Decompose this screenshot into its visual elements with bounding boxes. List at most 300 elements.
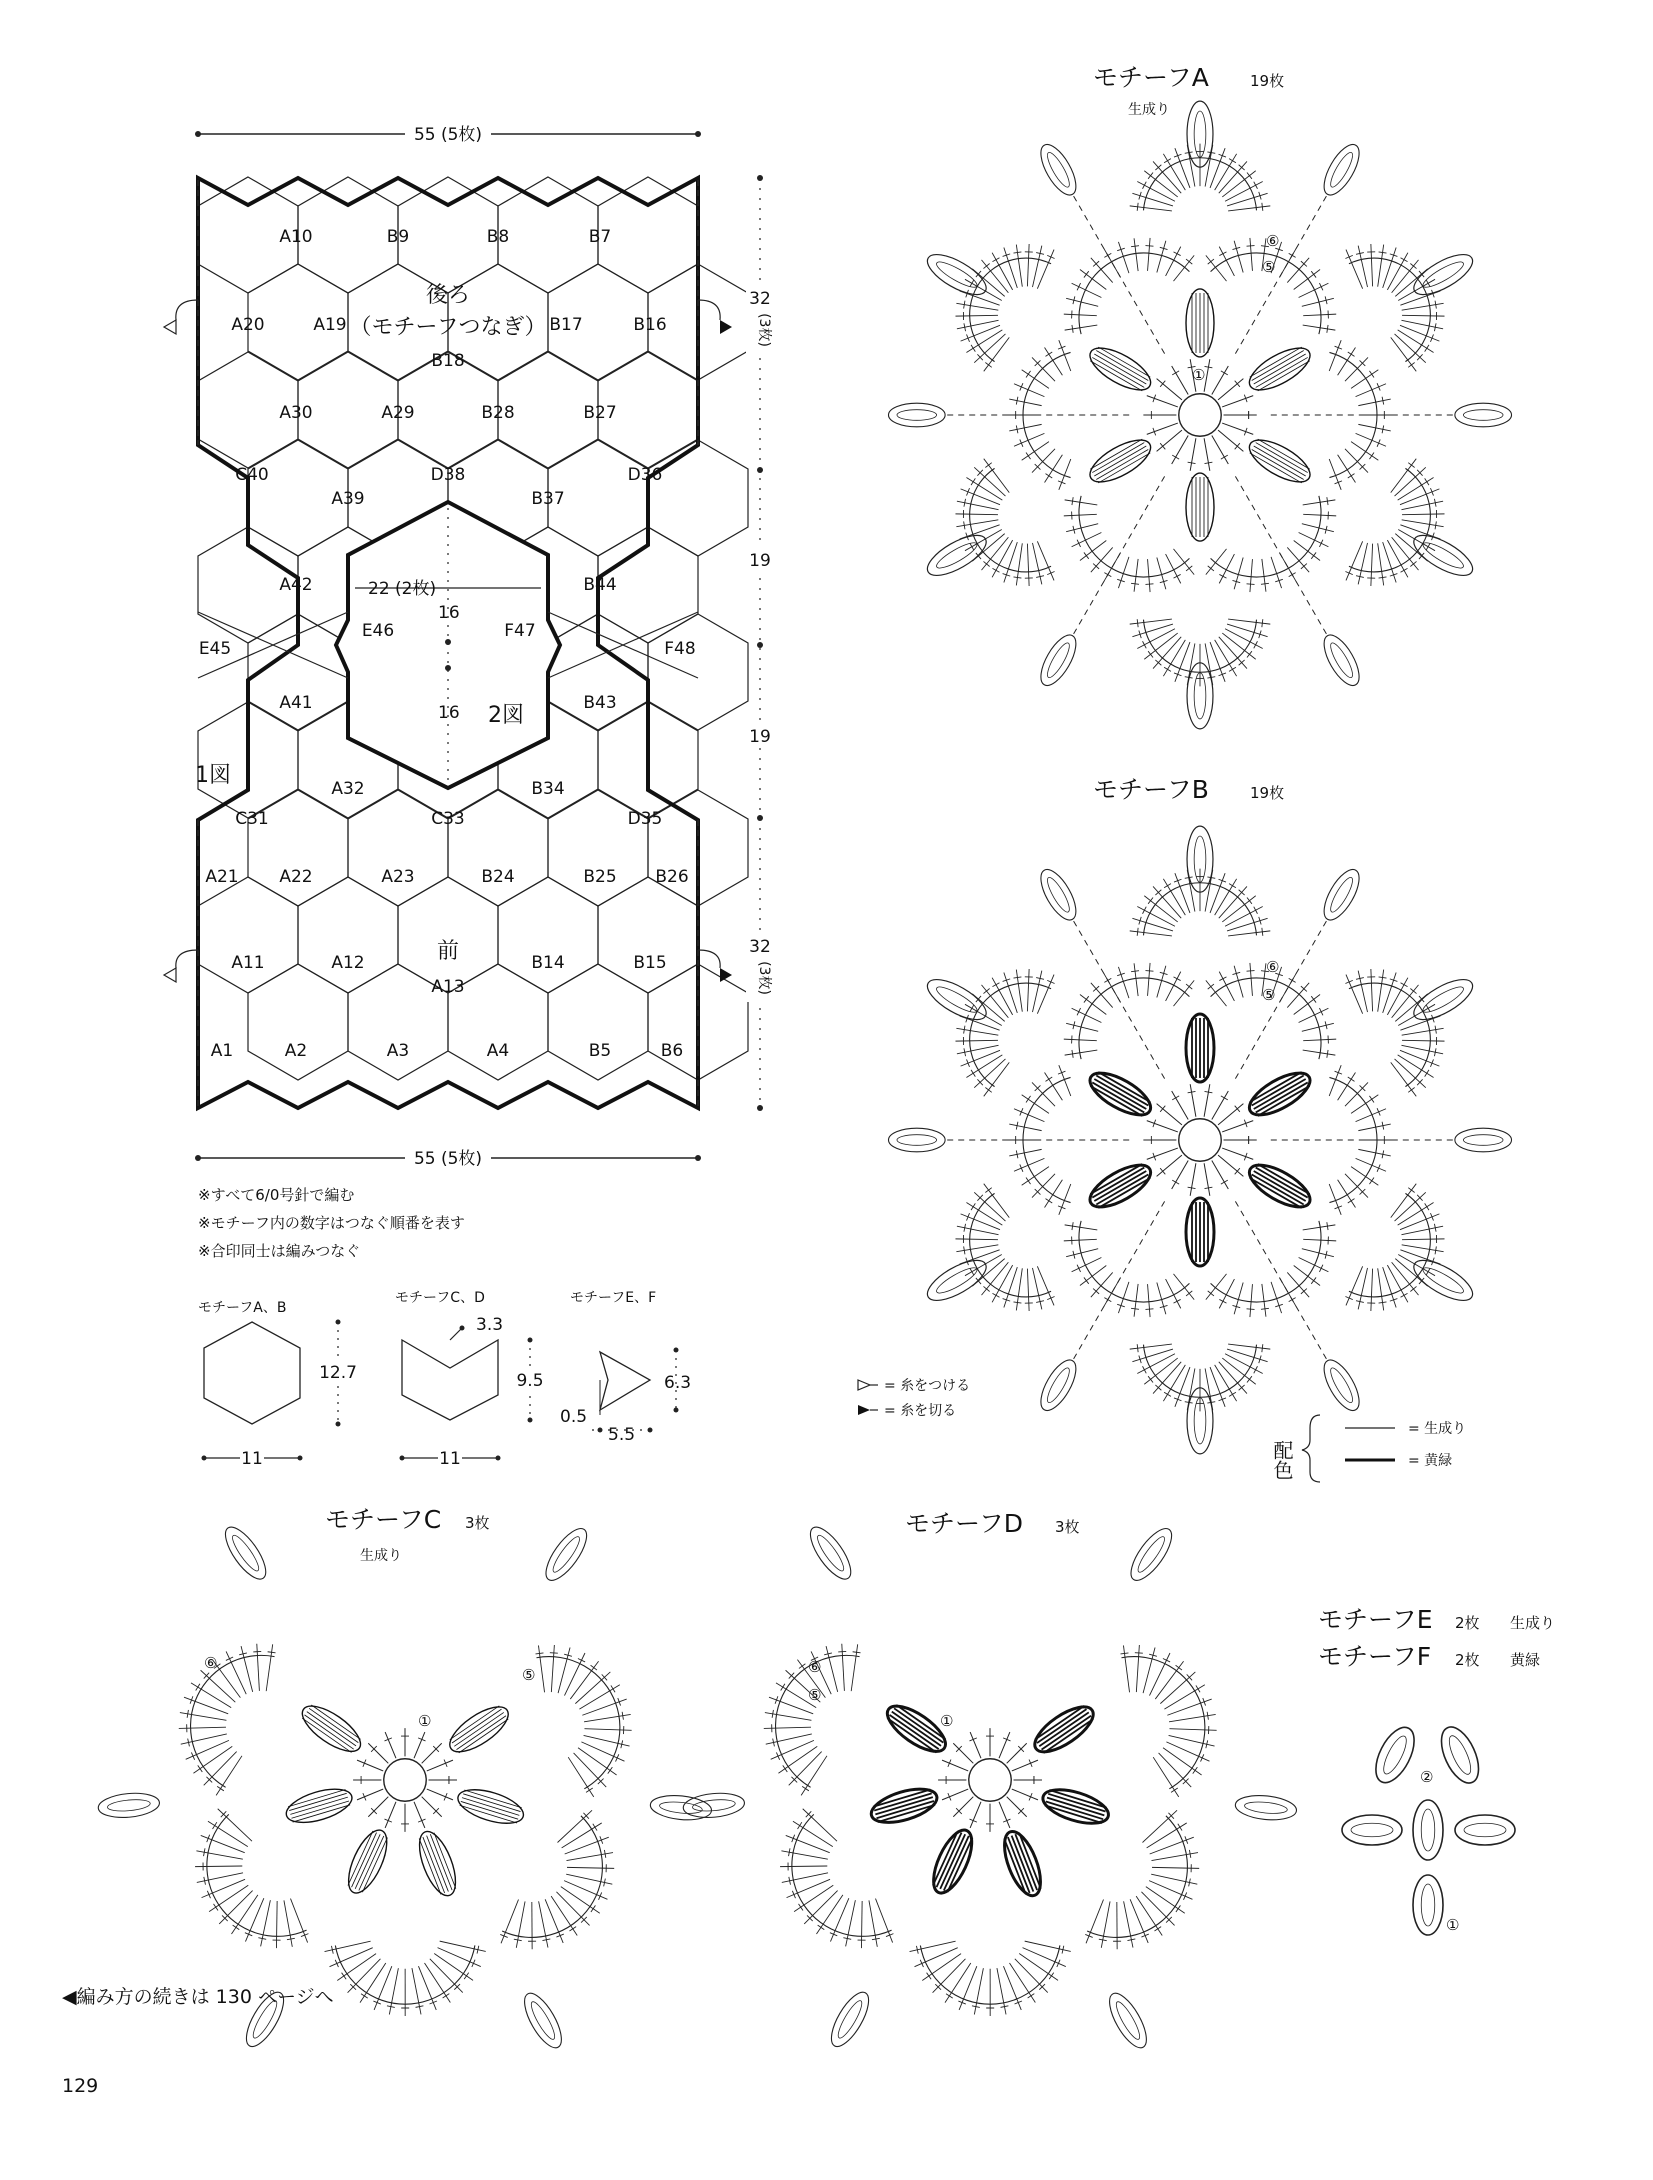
stitch <box>184 1697 228 1714</box>
stitch-crossbar <box>1176 1665 1182 1670</box>
stitch <box>257 1644 260 1691</box>
stitch <box>582 1699 626 1715</box>
stitch <box>216 1756 242 1796</box>
stitch <box>1206 549 1227 575</box>
picot-leaf-inner <box>1351 1823 1393 1837</box>
stitch-crossbar <box>1247 1376 1252 1382</box>
stitch <box>1378 543 1384 585</box>
motif-ef-chart <box>1342 1721 1515 1935</box>
stitch-crossbar <box>1196 1685 1200 1692</box>
stitch <box>970 1732 981 1758</box>
stitch-crossbar <box>1186 1291 1192 1296</box>
stitch <box>1015 1959 1048 1993</box>
stitch-crossbar <box>1084 996 1089 1002</box>
stitch-crossbar <box>1311 271 1316 277</box>
stitch <box>1169 1729 1216 1731</box>
stitch-crossbar <box>1013 977 1021 978</box>
stitch-crossbar <box>1186 984 1192 989</box>
stitch <box>764 1727 811 1728</box>
stitch <box>1064 1039 1097 1041</box>
chain-arc <box>1079 1221 1189 1302</box>
stitch <box>1009 424 1041 431</box>
dim-bottom-count: (3枚) <box>756 961 772 995</box>
chain-arc <box>1349 983 1430 1087</box>
picot-leaf <box>1317 630 1366 691</box>
chain-arc <box>970 1193 1051 1297</box>
chain-arc <box>1079 253 1189 334</box>
stitch-crossbar <box>1229 667 1236 671</box>
stitch-crossbar <box>1426 543 1430 550</box>
stitch-crossbar <box>1435 1026 1436 1034</box>
stitch <box>430 1959 463 1993</box>
hex-cell <box>598 177 698 293</box>
stitch <box>1147 396 1178 407</box>
chain-arc <box>1211 496 1321 577</box>
stitch <box>956 520 998 527</box>
stitch <box>1080 995 1106 1015</box>
stitch-crossbar <box>1410 1286 1416 1291</box>
stitch <box>1358 424 1390 431</box>
center-ring <box>1179 1119 1221 1161</box>
stitch-crossbar <box>550 1653 558 1654</box>
stitch-crossbar <box>1131 246 1139 247</box>
stitch <box>1147 1148 1178 1159</box>
stitch-crossbar <box>1046 1077 1053 1081</box>
back-subtitle: （モチーフつなぎ） <box>349 315 547 340</box>
stitch <box>1157 1155 1182 1176</box>
stitch <box>1190 438 1196 471</box>
stitch-crossbar <box>226 1657 233 1660</box>
stitch-crossbar <box>1164 667 1171 671</box>
size-schematics <box>198 1290 691 1469</box>
picot-leaf-inner <box>1044 1365 1073 1405</box>
picot-leaf <box>922 247 992 303</box>
stitch-crossbar <box>1072 1222 1073 1230</box>
stitch-crossbar <box>985 463 991 468</box>
stitch-crossbar <box>1163 1658 1170 1661</box>
cell-label-a21: A21 <box>205 867 239 887</box>
stitch-crossbar <box>964 1026 965 1034</box>
stitch-crossbar <box>1425 1070 1429 1077</box>
stitch-crossbar <box>1348 1077 1355 1081</box>
stitch-crossbar <box>1145 971 1153 972</box>
stitch <box>1378 970 1384 1012</box>
stitch <box>1190 1084 1196 1117</box>
stitch-crossbar <box>927 1973 932 1980</box>
stitch <box>1147 1121 1178 1132</box>
inner-petal-stitch <box>427 1836 449 1892</box>
inner-petal-stitch <box>1250 347 1302 377</box>
stitch <box>961 1214 1000 1230</box>
stitch-crossbar <box>1131 583 1139 584</box>
stitch-crossbar <box>1369 452 1374 459</box>
picot-leaf <box>1034 1355 1083 1416</box>
stitch <box>1072 1257 1102 1271</box>
stitch-crossbar <box>1186 566 1192 571</box>
stitch <box>1402 315 1444 316</box>
center-ring <box>1179 394 1221 436</box>
picot-leaf-inner <box>692 1798 736 1813</box>
stitch <box>1356 384 1386 397</box>
hex-cell <box>398 877 498 993</box>
stitch <box>201 1670 236 1702</box>
stitch <box>1072 1008 1102 1022</box>
inner-petal-stitch <box>419 1839 441 1895</box>
legend <box>858 1378 1466 1482</box>
stitch <box>584 1714 631 1721</box>
picot-leaf-inner <box>1044 150 1073 190</box>
stitch <box>959 1966 977 2010</box>
stitch <box>1387 253 1407 290</box>
stitch <box>1132 193 1173 206</box>
motif-d-chart <box>682 1521 1297 2053</box>
stitch-crossbar <box>818 1925 825 1929</box>
stitch <box>1004 1267 1017 1307</box>
cell-label-d38: D38 <box>430 465 466 485</box>
stitch <box>1338 1180 1356 1208</box>
cell-label-a2: A2 <box>284 1041 308 1061</box>
stitch-crossbar <box>1348 352 1355 356</box>
stitch-crossbar <box>1311 1277 1316 1283</box>
stitch <box>1383 542 1396 582</box>
stitch <box>1167 1699 1211 1715</box>
stitch <box>1157 379 1182 400</box>
note-2: ※モチーフ内の数字はつなぐ順番を表す <box>198 1214 465 1232</box>
stitch-crossbar <box>1145 246 1153 247</box>
picot-leaf <box>1408 972 1478 1028</box>
stitch <box>1166 554 1181 583</box>
stitch-crossbar <box>1426 1268 1430 1275</box>
stitch <box>1159 1753 1192 1787</box>
stitch-crossbar <box>1137 203 1138 211</box>
stitch <box>1137 1354 1175 1374</box>
cell-label-a10: A10 <box>279 227 313 247</box>
stitch <box>1299 1257 1329 1271</box>
stitch <box>957 320 999 328</box>
stitch-crossbar <box>1379 577 1387 578</box>
stitch <box>1003 1966 1021 2010</box>
motif-f-color: 黄緑 <box>1510 1651 1541 1669</box>
stitch <box>1009 399 1041 406</box>
hex-cell <box>548 964 648 1080</box>
stitch <box>1210 642 1225 682</box>
stitch-crossbar <box>1208 259 1214 264</box>
stitch-crossbar <box>1262 928 1263 936</box>
stitch <box>565 1837 609 1854</box>
stitch-crossbar <box>1369 371 1374 378</box>
marker-ef-1: ① <box>1446 1916 1460 1934</box>
stitch <box>953 1743 973 1763</box>
hex-cell <box>348 790 448 906</box>
stitch-crossbar <box>1072 1050 1073 1058</box>
stitch <box>1147 423 1178 434</box>
stitch <box>1227 918 1268 931</box>
stitch <box>1045 455 1063 483</box>
hex-cell <box>298 177 398 293</box>
motif-b-chart <box>888 826 1511 1454</box>
stitch <box>1299 1008 1329 1022</box>
stitch-crossbar <box>1131 1308 1139 1309</box>
stitch <box>1303 314 1336 316</box>
size-cd-height: 9.5 <box>516 1371 544 1391</box>
stitch <box>999 1802 1010 1828</box>
stitch <box>1338 455 1356 483</box>
stitch-crossbar <box>971 1203 975 1210</box>
picot-leaf-inner <box>934 258 980 291</box>
stitch-crossbar <box>1131 971 1139 972</box>
hex-cell <box>548 790 648 906</box>
stitch <box>1287 258 1309 283</box>
stitch <box>201 1835 245 1852</box>
stitch <box>1016 543 1022 585</box>
picot-leaf <box>1234 1793 1297 1823</box>
picot-leaf-inner <box>1420 258 1466 291</box>
chain-arc <box>1087 1816 1187 1938</box>
stitch-crossbar <box>1121 1653 1129 1654</box>
stitch <box>965 529 1002 550</box>
stitch <box>1210 148 1225 188</box>
stitch-crossbar <box>536 1653 544 1654</box>
inner-petal-stitch <box>1098 1178 1150 1208</box>
stitch-crossbar <box>1254 1366 1258 1373</box>
stitch-crossbar <box>1426 1005 1430 1012</box>
page-number: 129 <box>62 2075 99 2097</box>
stitch-crossbar <box>1135 1653 1143 1654</box>
stitch <box>1225 181 1263 201</box>
stitch-crossbar <box>1013 577 1021 578</box>
stitch <box>1378 1268 1384 1310</box>
picot-leaf <box>1317 864 1366 925</box>
stitch <box>961 325 1000 341</box>
stitch-crossbar <box>1327 325 1328 333</box>
cell-label-b6: B6 <box>660 1041 684 1061</box>
inner-petal-stitch <box>1254 354 1306 384</box>
inner-petal-stitch <box>1254 1171 1306 1201</box>
stitch-crossbar <box>1148 898 1153 904</box>
stitch <box>1164 1685 1204 1709</box>
stitch <box>1152 1867 1199 1868</box>
cell-label-a41: A41 <box>279 693 313 713</box>
stitch-crossbar <box>1247 971 1255 972</box>
marker-d-6: ⑥ <box>808 1658 822 1676</box>
stitch <box>195 1866 242 1867</box>
stitch-crossbar <box>1435 1246 1436 1254</box>
stitch <box>1173 1274 1194 1300</box>
back-title: 後ろ <box>425 283 471 308</box>
stitch <box>427 1789 453 1800</box>
picot-leaf-inner <box>934 983 980 1016</box>
cell-label-b44: B44 <box>583 575 617 595</box>
stitch-crossbar <box>1379 977 1387 978</box>
picot-leaf <box>1102 1988 1153 2053</box>
stitch <box>1166 1279 1181 1308</box>
stitch <box>957 501 999 509</box>
picot-leaf <box>1408 247 1478 303</box>
stitch <box>955 1040 997 1041</box>
stitch <box>1210 873 1225 913</box>
inner-petal-stitch <box>1090 361 1142 391</box>
stitch <box>1123 1645 1129 1692</box>
stitch-crossbar <box>1046 474 1053 478</box>
picot-leaf-inner <box>528 1999 559 2042</box>
stitch-crossbar <box>1426 280 1430 287</box>
stitch <box>1004 973 1017 1013</box>
stitch <box>957 1045 999 1053</box>
marker-a-6: ⑥ <box>1266 232 1280 250</box>
stitch <box>1215 640 1237 676</box>
stitch-crossbar <box>1319 540 1322 547</box>
legend-thick: = 黄緑 <box>1408 1453 1453 1469</box>
stitch-crossbar <box>853 1652 861 1653</box>
stitch <box>1294 1266 1320 1286</box>
motif-a-title: モチーフA <box>1093 63 1209 92</box>
inner-petal-stitch <box>1250 453 1302 483</box>
neck-height-2: 16 <box>438 703 460 723</box>
stitch <box>1401 501 1443 509</box>
stitch <box>1022 1167 1049 1186</box>
dim-top-count: (3枚) <box>756 313 772 347</box>
cell-label-b7: B7 <box>588 227 612 247</box>
stitch-crossbar <box>1221 1096 1228 1100</box>
picot-leaf <box>824 1987 875 2052</box>
stitch <box>1219 1279 1234 1308</box>
stitch <box>1228 206 1270 211</box>
stitch-crossbar <box>1049 1973 1054 1980</box>
stitch-crossbar <box>1077 1265 1080 1272</box>
stitch <box>787 1879 830 1897</box>
stitch-crossbar <box>1408 463 1414 468</box>
picot-leaf <box>218 1521 273 1585</box>
inner-petal-stitch <box>434 1833 456 1889</box>
stitch <box>1137 906 1175 926</box>
stitch <box>780 1866 827 1867</box>
stitch <box>1218 1155 1243 1176</box>
cell-label-a42: A42 <box>279 575 313 595</box>
stitch <box>765 1713 812 1721</box>
stitch-crossbar <box>1408 363 1414 368</box>
cell-label-b25: B25 <box>583 867 617 887</box>
stitch <box>953 1797 973 1817</box>
note-1: ※すべて6/0号針で編む <box>198 1186 355 1204</box>
stitch <box>1215 879 1237 915</box>
marker-b-5: ⑤ <box>1262 986 1276 1004</box>
motif-e-title: モチーフE <box>1318 1605 1433 1634</box>
stitch <box>1402 1028 1444 1035</box>
stitch <box>368 1743 388 1763</box>
marker-a-5: ⑤ <box>1262 258 1276 276</box>
stitch <box>1371 544 1373 586</box>
stitch <box>1358 399 1390 406</box>
stitch <box>1351 370 1378 389</box>
stitch <box>1351 1095 1378 1114</box>
stitch <box>1228 1344 1270 1349</box>
stitch <box>1219 247 1234 276</box>
size-cd-notch: 3.3 <box>476 1315 504 1335</box>
stitch-crossbar <box>1247 898 1252 904</box>
stitch-crossbar <box>971 478 975 485</box>
picot-leaf-inner <box>1379 1733 1410 1777</box>
cell-label-b26: B26 <box>655 867 689 887</box>
stitch-crossbar <box>198 1765 203 1772</box>
picot-leaf-inner <box>1113 1999 1144 2042</box>
inner-petal-stitch <box>1098 453 1150 483</box>
stitch-crossbar <box>1084 1277 1089 1283</box>
chain-arc <box>1079 978 1189 1059</box>
cell-label-b16: B16 <box>633 315 667 335</box>
stitch <box>1173 980 1194 1006</box>
stitch-crossbar <box>1201 1754 1204 1761</box>
stitch <box>1045 347 1063 375</box>
stitch <box>1148 963 1151 996</box>
stitch-crossbar <box>1178 1824 1182 1831</box>
stitch <box>1303 1050 1336 1055</box>
stitch <box>1155 1661 1183 1699</box>
stitch-crossbar <box>1026 452 1031 459</box>
inner-petal-stitch <box>1044 1719 1094 1753</box>
stitch <box>1398 1254 1435 1275</box>
stitch <box>1175 1367 1190 1407</box>
stitch <box>1163 154 1185 190</box>
stitch <box>1132 1349 1173 1362</box>
stitch <box>1299 283 1329 297</box>
stitch-crossbar <box>964 521 965 529</box>
picot-leaf-inner <box>1327 875 1356 915</box>
stitch <box>1378 245 1384 287</box>
hex-cell <box>248 964 348 1080</box>
stitch-crossbar <box>985 363 991 368</box>
stitch <box>1222 1121 1253 1132</box>
stitch <box>414 1732 425 1758</box>
stitch <box>1402 303 1444 310</box>
cell-label-c40: C40 <box>235 465 269 485</box>
motif-a-chart <box>888 101 1511 729</box>
stitch <box>1400 325 1439 341</box>
stitch-crossbar <box>233 1925 240 1929</box>
chain-arc <box>1079 496 1189 577</box>
stitch-crossbar <box>213 1822 217 1829</box>
stitch-crossbar <box>593 1824 597 1831</box>
stitch <box>385 1802 396 1828</box>
stitch-crossbar <box>1254 907 1258 914</box>
cell-label-a3: A3 <box>386 1041 410 1061</box>
stitch-crossbar <box>191 1752 194 1759</box>
stitch-crossbar <box>1348 1199 1355 1203</box>
stitch-crossbar <box>1174 252 1181 256</box>
dim-bottom: 32 <box>749 937 771 957</box>
stitch-crossbar <box>1137 619 1138 627</box>
stitch <box>1137 181 1175 201</box>
stitch <box>1172 435 1189 464</box>
stitch <box>1218 430 1243 451</box>
stitch <box>1175 873 1190 913</box>
picot-leaf <box>1317 139 1366 200</box>
stitch <box>1371 1269 1373 1311</box>
hex-cell <box>648 614 748 730</box>
hex-cell <box>198 877 298 993</box>
stitch <box>1086 1900 1103 1944</box>
stitch <box>1383 973 1396 1013</box>
stitch-crossbar <box>335 1960 338 1967</box>
motif-e-color: 生成り <box>1510 1614 1556 1632</box>
stitch-crossbar <box>1311 996 1316 1002</box>
picot-leaf <box>539 1523 594 1587</box>
stitch <box>1064 314 1097 316</box>
stitch <box>1157 430 1182 451</box>
stitch <box>1065 325 1098 330</box>
inner-petal-stitch <box>1254 1079 1306 1109</box>
stitch-crossbar <box>1435 301 1436 309</box>
stitch-crossbar <box>1046 352 1053 356</box>
